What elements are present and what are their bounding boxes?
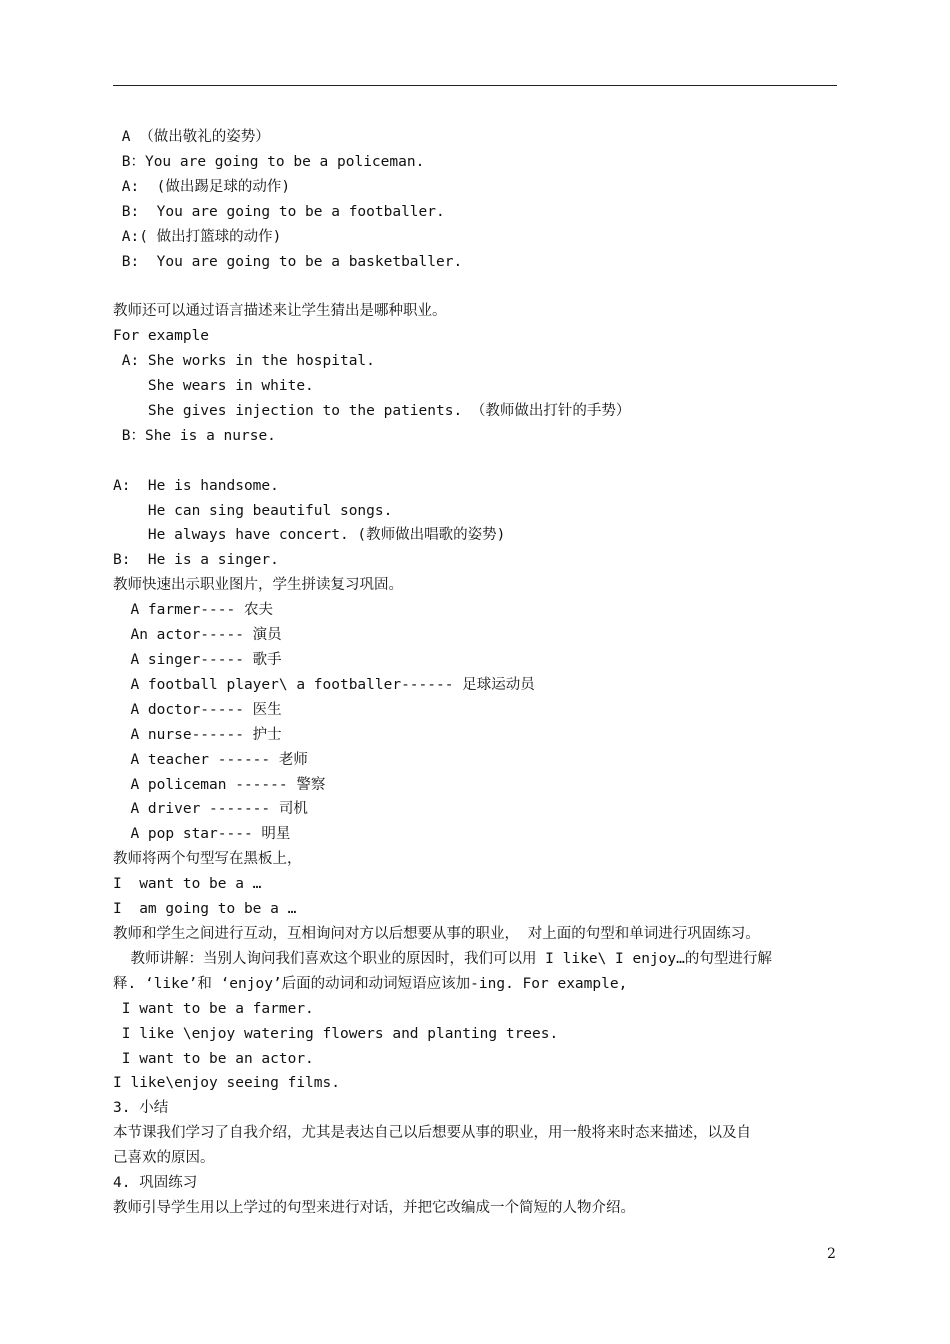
paragraph-line: 释. ‘like’和 ‘enjoy’后面的动词和动词短语应该加-ing. For example,	[113, 975, 628, 992]
vocab-item: A doctor----- 医生	[113, 701, 282, 718]
sentence-pattern: I am going to be a …	[113, 901, 297, 918]
vocab-item: A policeman ------ 警察	[113, 776, 326, 793]
dialogue-line: A （做出敬礼的姿势）	[113, 129, 270, 145]
example-sentence: I want to be a farmer.	[113, 1000, 314, 1017]
paragraph-line: 教师讲解：当别人询问我们喜欢这个职业的原因时，我们可以用 I like\ I enjoy…的句型进行解	[113, 950, 772, 967]
vocab-item: A singer----- 歌手	[113, 652, 282, 668]
dialogue-line: A: He is handsome.	[113, 477, 279, 494]
paragraph-line: For example	[113, 328, 210, 345]
vocab-item: A pop star---- 明星	[113, 826, 291, 843]
dialogue-line: A:( 做出打篮球的动作)	[113, 228, 282, 245]
dialogue-line: B：You are going to be a policeman.	[113, 153, 425, 170]
paragraph-line: 本节课我们学习了自我介绍，尤其是表达自己以后想要从事的职业，用一般将来时态来描述，以及自	[113, 1125, 751, 1142]
section-heading: 3. 小结	[113, 1100, 169, 1117]
paragraph-line: 教师还可以通过语言描述来让学生猜出是哪种职业。	[113, 303, 447, 320]
dialogue-line: B：She is a nurse.	[113, 427, 276, 444]
vocab-item: An actor----- 演员	[113, 627, 282, 644]
example-sentence: I want to be an actor.	[113, 1050, 314, 1067]
dialogue-line: She wears in white.	[113, 378, 314, 395]
paragraph-line: 教师快速出示职业图片，学生拼读复习巩固。	[113, 577, 403, 594]
paragraph-line: 教师引导学生用以上学过的句型来进行对话，并把它改编成一个简短的人物介绍。	[113, 1199, 635, 1216]
page-number: 2	[827, 1246, 836, 1262]
dialogue-line: He always have concert. (教师做出唱歌的姿势)	[113, 527, 506, 544]
header-rule	[113, 85, 837, 86]
vocab-item: A teacher ------ 老师	[113, 751, 308, 768]
dialogue-line: B: He is a singer.	[113, 552, 279, 569]
dialogue-line: B: You are going to be a basketballer.	[113, 253, 463, 270]
dialogue-line: A: (做出踢足球的动作)	[113, 178, 291, 195]
dialogue-line: A: She works in the hospital.	[113, 353, 375, 370]
section-heading: 4. 巩固练习	[113, 1175, 198, 1192]
dialogue-line: She gives injection to the patients. （教师做出打针的手势）	[113, 402, 631, 419]
dialogue-line: He can sing beautiful songs.	[113, 502, 393, 519]
blank-line	[113, 449, 850, 474]
paragraph-line: 己喜欢的原因。	[113, 1150, 215, 1167]
dialogue-line: B: You are going to be a footballer.	[113, 203, 445, 220]
vocab-item: A driver ------- 司机	[113, 801, 308, 818]
blank-line	[113, 274, 850, 299]
vocab-item: A football player\ a footballer------ 足球运动员	[113, 676, 535, 693]
example-sentence: I like \enjoy watering flowers and planting trees.	[113, 1025, 559, 1042]
vocab-item: A farmer---- 农夫	[113, 602, 273, 619]
vocab-item: A nurse------ 护士	[113, 726, 282, 743]
paragraph-line: 教师和学生之间进行互动，互相询问对方以后想要从事的职业， 对上面的句型和单词进行巩固练习。	[113, 925, 760, 942]
sentence-pattern: I want to be a …	[113, 876, 262, 893]
paragraph-line: 教师将两个句型写在黑板上，	[113, 851, 302, 868]
document-body	[113, 125, 850, 1221]
example-sentence: I like\enjoy seeing films.	[113, 1075, 340, 1092]
